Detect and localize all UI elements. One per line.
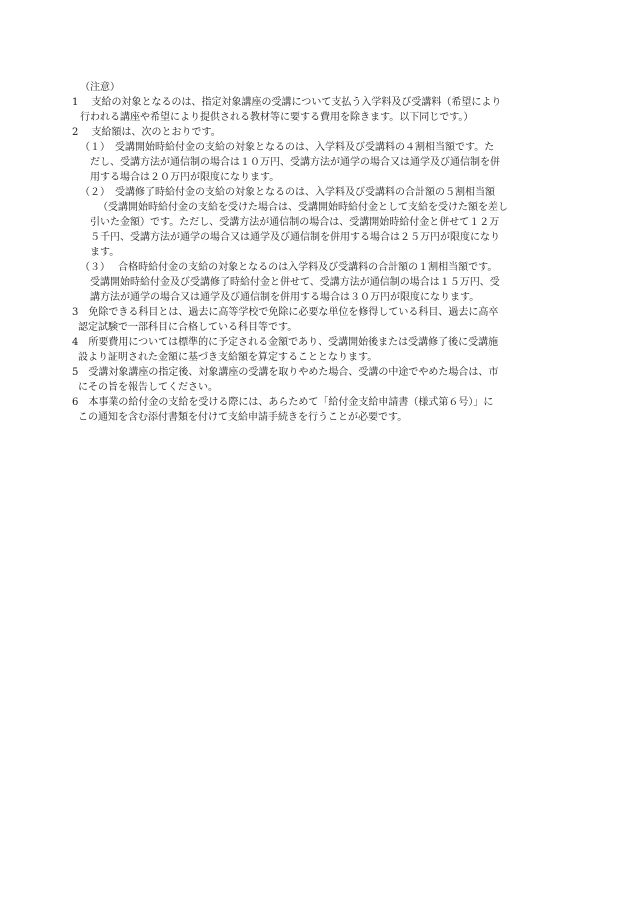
note-1-line-2: 行われる講座や希望により提供される教材等に要する費用を除きます。以下同じです。） <box>80 112 474 123</box>
note-4-line-2: 設より証明された金額に基づき支給額を算定することとなります。 <box>78 352 378 363</box>
note-6-line-1: 6 本事業の給付金の支給を受ける際には、あらためて「給付金支給申請書（様式第６号）」に <box>72 397 494 408</box>
note-3-line-2: 認定試験で一部科目に合格している科目等です。 <box>78 322 298 333</box>
note-4-line-1: 4 所要費用については標準的に予定される金額であり、受講開始後または受講修了後に受講施 <box>72 337 499 348</box>
note-2-3-line-3: 講方法が通学の場合又は通学及び通信制を併用する場合は３０万円が限度になります。 <box>90 292 480 303</box>
notes-title: （注意） <box>80 82 120 93</box>
note-2-2-line-1: （２） 受講修了時給付金の支給の対象となるのは、入学料及び受講料の合計額の５割相当額 <box>80 187 495 198</box>
note-2-2-line-3: 引いた金額）です。ただし、受講方法が通信制の場合は、受講開始時給付金と併せて１２万 <box>90 217 500 228</box>
note-2-1-line-1: （１） 受講開始時給付金の支給の対象となるのは、入学料及び受講料の４割相当額です。た <box>80 142 495 153</box>
note-5-line-1: 5 受講対象講座の指定後、対象講座の受講を取りやめた場合、受講の中途でやめた場合は、市 <box>72 367 499 378</box>
note-2-1-line-2: だし、受講方法が通信制の場合は１０万円、受講方法が通学の場合又は通学及び通信制を併 <box>90 157 500 168</box>
note-2-3-line-1: （３） 合格時給付金の支給の対象となるのは入学料及び受講料の合計額の１割相当額です。 <box>80 262 498 273</box>
note-2-line-1: 2 支給額は、次のとおりです。 <box>72 127 221 138</box>
note-5-line-2: にその旨を報告してください。 <box>78 382 218 393</box>
note-3-line-1: 3 免除できる科目とは、過去に高等学校で免除に必要な単位を修得している科目、過去に高卒 <box>72 307 499 318</box>
note-2-2-line-5: ます。 <box>90 247 120 258</box>
notes-section <box>72 80 562 425</box>
note-2-3-line-2: 受講開始時給付金及び受講修了時給付金と併せて、受講方法が通信制の場合は１５万円、受 <box>90 277 500 288</box>
note-2-2-line-2: （受講開始時給付金の支給を受けた場合は、受講開始時給付金として支給を受けた額を差し <box>98 202 508 213</box>
note-1-line-1: 1 支給の対象となるのは、指定対象講座の受講について支払う入学料及び受講料（希望により <box>72 97 502 108</box>
note-6-line-2: この通知を含む添付書類を付けて支給申請手続きを行うことが必要です。 <box>78 412 408 423</box>
note-2-2-line-4: ５千円、受講方法が通学の場合又は通学及び通信制を併用する場合は２５万円が限度になり <box>90 232 500 243</box>
note-2-1-line-3: 用する場合は２０万円が限度になります。 <box>90 172 280 183</box>
